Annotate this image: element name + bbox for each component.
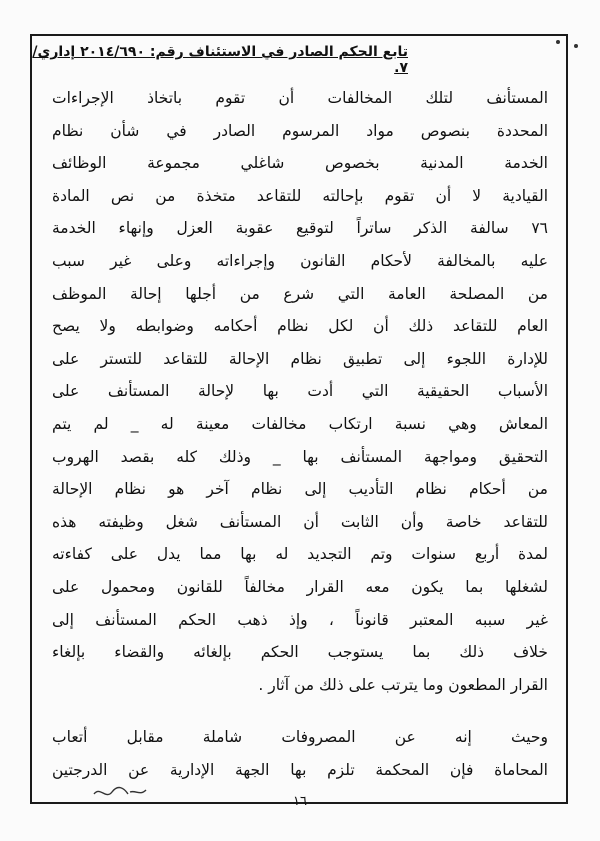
text-line: ٧٦ سالفة الذكر ساتراً لتوقيع عقوبة العزل وإنهاء الخدمة [52, 219, 548, 238]
text-line: المعاش وهي نسبة ارتكاب مخالفات معينة له _ لم يتم [52, 414, 548, 433]
text-line: القرار المطعون وما يترتب على ذلك من آثار . [258, 675, 548, 694]
text-line: القيادية لا أن تقوم بإحالته للتقاعد متخذة من نص المادة [52, 186, 548, 205]
text-line: المحددة بنصوص مواد المرسوم الصادر في شأن نظام [52, 121, 548, 140]
document-body [52, 82, 548, 786]
text-line: للتقاعد خاصة وأن الثابت أن المستأنف شغل وظيفته هذه [52, 512, 548, 531]
page-header: تابع الحكم الصادر في الاستئناف رقم: ٢٠١٤/٦٩٠ إداري/٧. [32, 44, 408, 76]
text-line: التحقيق ومواجهة المستأنف بها _ وذلك كله بقصد الهروب [52, 447, 548, 466]
page-number: ١٦ [293, 794, 307, 809]
text-line: وحيث إنه عن المصروفات شاملة مقابل أتعاب [52, 728, 548, 747]
text-line: الخدمة المدنية بخصوص شاغلي مجموعة الوظائف [52, 154, 548, 173]
text-line: للإدارة اللجوء إلى تطبيق نظام الإحالة للتقاعد للتستر على [52, 349, 548, 368]
punch-hole [574, 44, 578, 48]
text-line: المستأنف لتلك المخالفات أن تقوم باتخاذ الإجراءات [52, 89, 548, 107]
text-line: لشغلها بما يكون معه القرار مخالفاً للقانون ومحمول على [52, 577, 548, 596]
text-line: المحاماة فإن المحكمة تلزم بها الجهة الإدارية عن الدرجتين [52, 760, 548, 779]
text-line: غير سببه المعتبر قانوناً ، وإذ ذهب الحكم المستأنف إلى [52, 610, 548, 629]
text-line: الأسباب الحقيقية التي أدت بها لإحالة المستأنف على [52, 382, 548, 401]
text-line: العام للتقاعد ذلك أن لكل نظام أحكامه وضوابطه ولا يصح [52, 317, 548, 336]
text-line: من المصلحة العامة التي شرع من أجلها إحالة الموظف [52, 284, 548, 303]
text-line: من أحكام نظام التأديب إلى نظام آخر هو نظام الإحالة [52, 480, 548, 499]
text-line: لمدة أربع سنوات وتم التجديد له بها مما يدل على كفاءته [52, 545, 548, 564]
text-line: عليه بالمخالفة لأحكام القانون وإجراءاته وعلى غير سبب [52, 251, 548, 270]
text-line: خلاف ذلك بما يستوجب الحكم بإلغائه والقضاء بإلغاء [52, 643, 548, 662]
